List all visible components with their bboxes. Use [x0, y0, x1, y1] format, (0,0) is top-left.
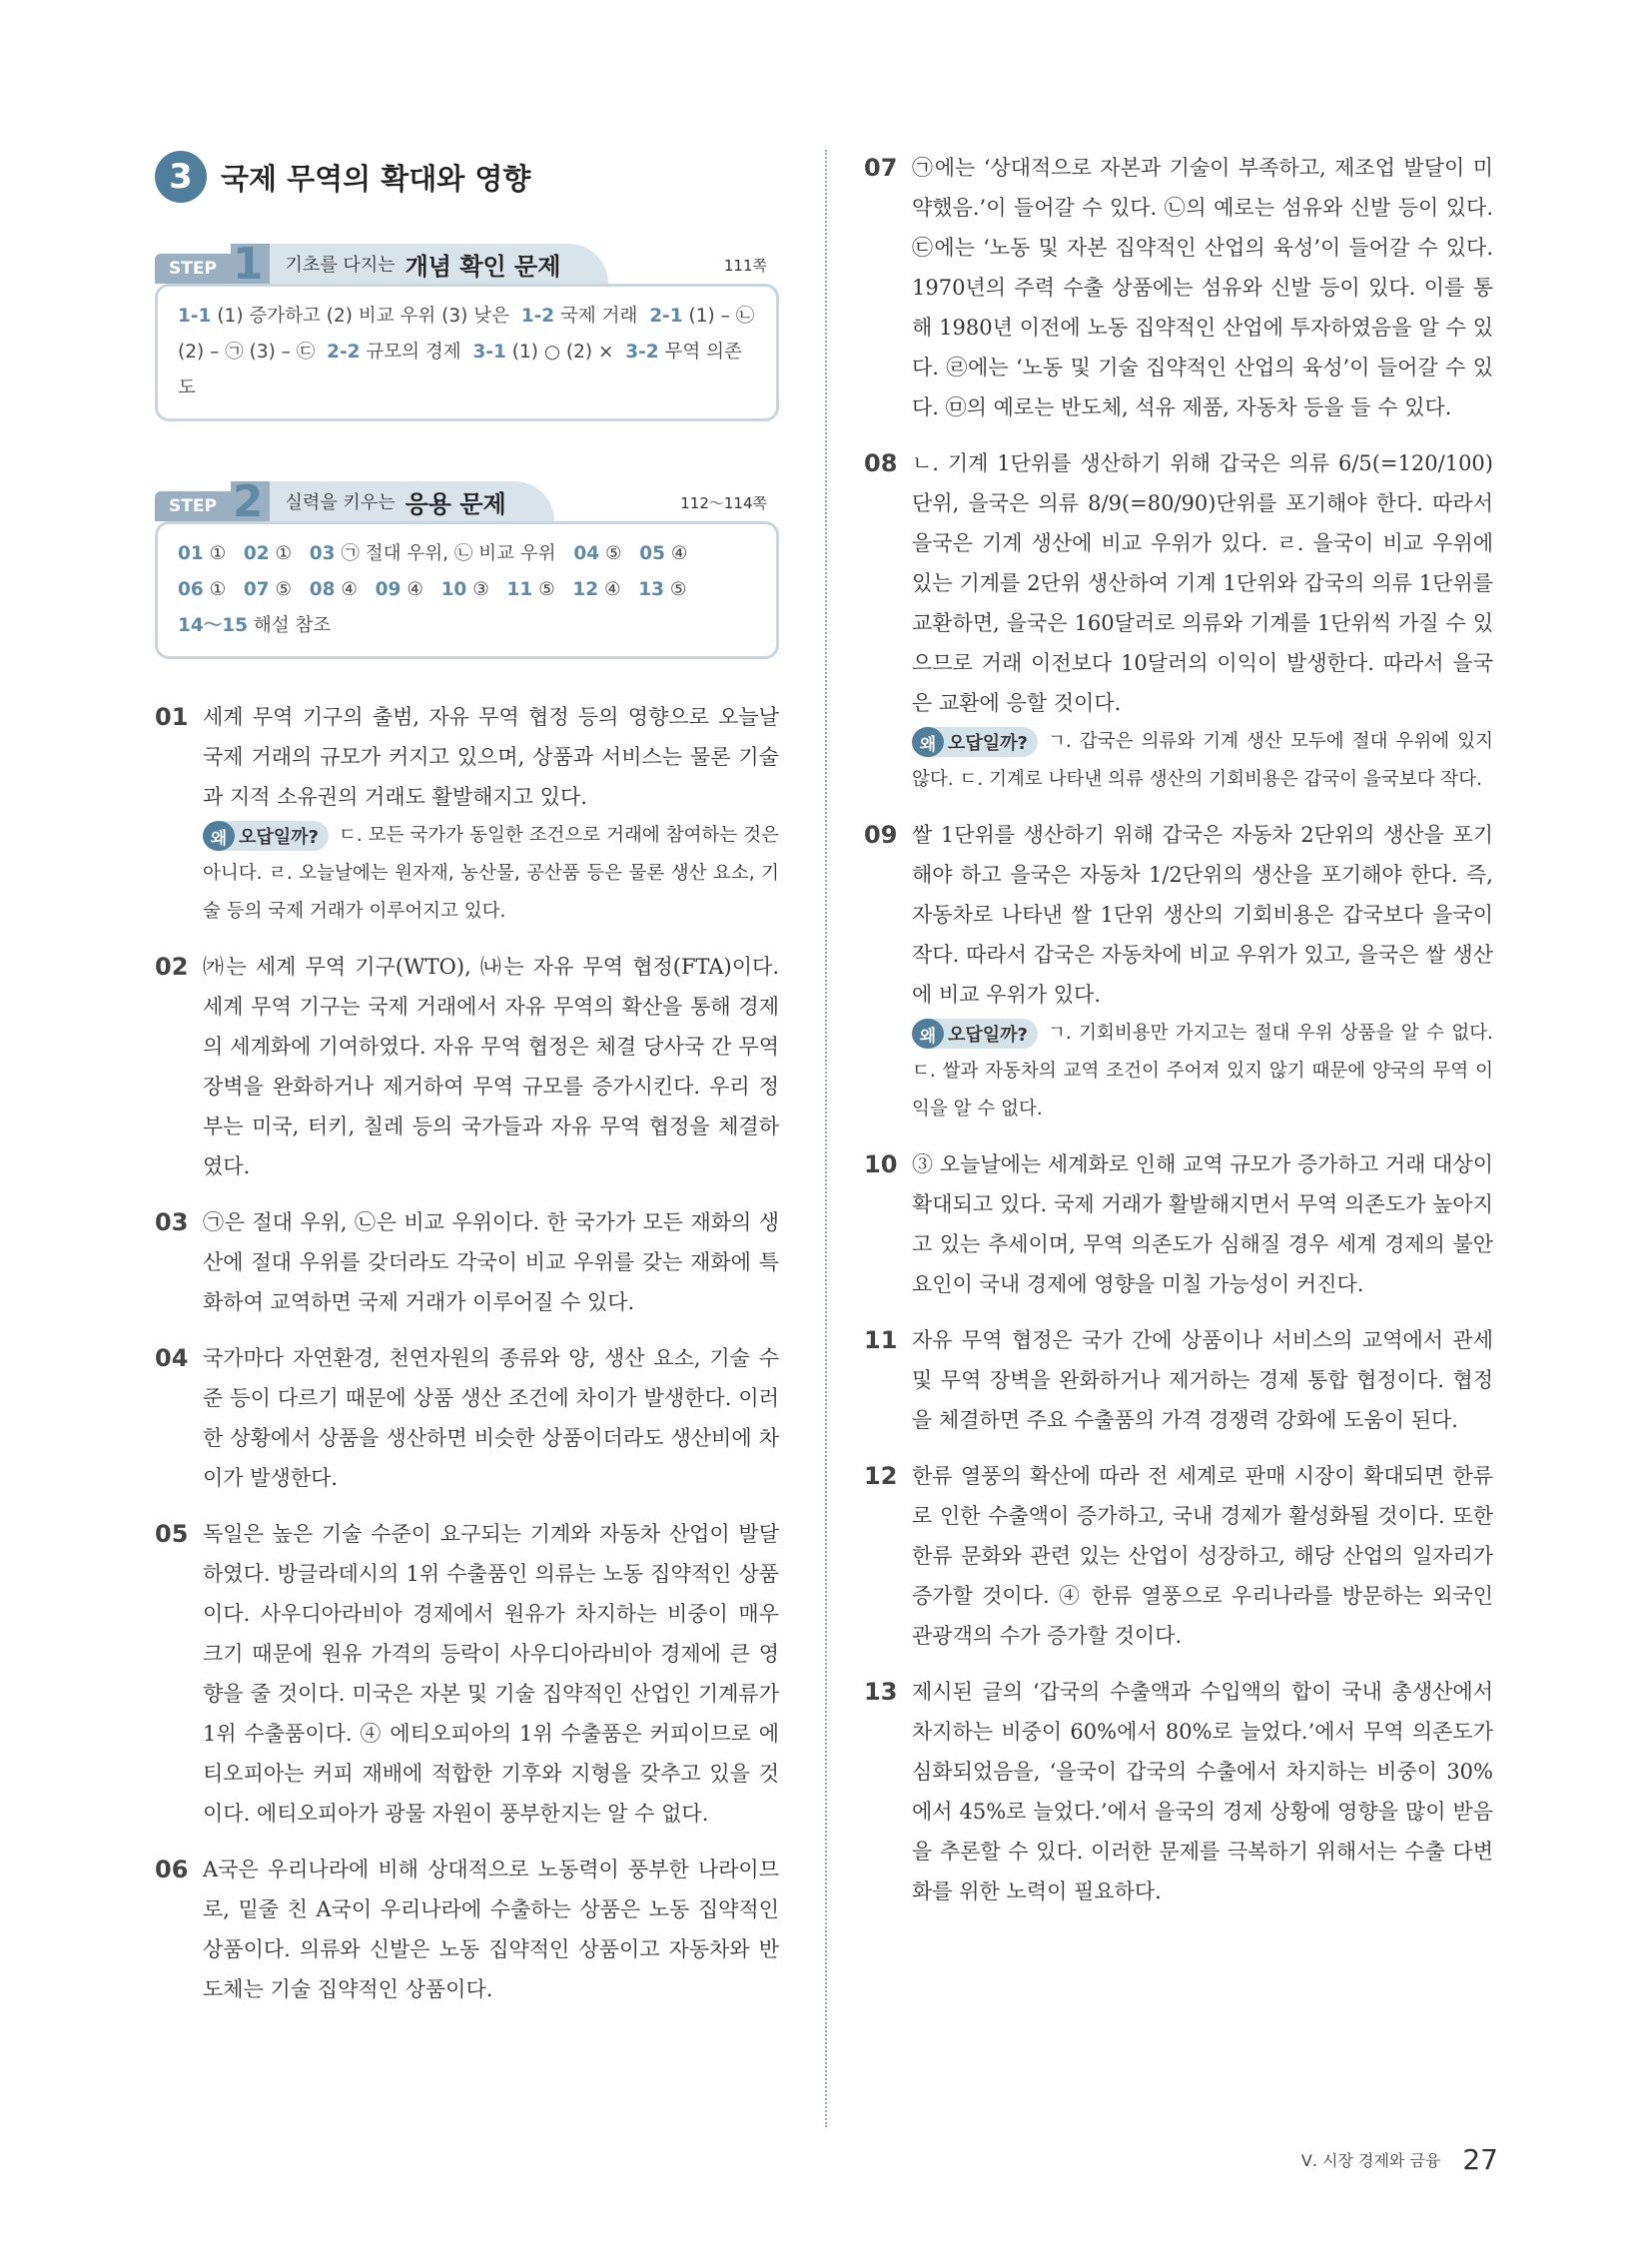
question-number: 03: [155, 1208, 189, 1236]
note-text: ㄱ. 기회비용만 가지고는 절대 우위 상품을 알 수 없다. ㄷ. 쌀과 자동차의 교역 조건이 주어져 있지 않기 때문에 양국의 무역 이익을 알 수 없다.: [912, 1023, 1493, 1120]
explanation-item: [864, 1672, 1493, 1911]
step1-number: 1: [231, 244, 270, 284]
step1-subtitle: 기초를 다지는: [285, 255, 396, 276]
note-text: ㄱ. 갑국은 의류와 기계 생산 모두에 절대 우위에 있지 않다. ㄷ. 기계로 나타낸 의류 생산의 기회비용은 갑국이 을국보다 작다.: [912, 731, 1493, 790]
step1-page-ref: 111쪽: [723, 257, 767, 275]
answer-value: ④: [603, 579, 621, 600]
explanation-text: 독일은 높은 기술 수준이 요구되는 기계와 자동차 산업이 발달하였다. 방글라데시의 1위 수출품인 의류는 노동 집약적인 상품이다. 사우디아라비아 경제에서 원유가 차지하는 비중이 매우 크기 때문에 원유 가격의 등락이 사우디아라비아 경제에 큰 영향을 줄 것이다. 미국은 자본 및 기술 집약적인 산업인 기계류가 1위 수출품이다. ④ 에티오피아의 1위 수출품은 커피이므로 에티오피아는 커피 재배에 적합한 기후와 지형을 갖추고 있을 것이다. 에티오피아가 광물 자원이 풍부한지는 알 수 없다.: [203, 1522, 779, 1826]
explanation-item: [864, 1320, 1493, 1440]
answer-value: ①: [209, 543, 227, 564]
answer-value: ㉠ 절대 우위, ㉡ 비교 우위: [341, 543, 556, 564]
explanation-text: ③ 오늘날에는 세계화로 인해 교역 규모가 증가하고 거래 대상이 확대되고 있다. 국제 거래가 활발해지면서 무역 의존도가 높아지고 있는 추세이며, 무역 의존도가 심해질 경우 세계 경제의 불안 요인이 국내 경제에 영향을 미칠 가능성이 커진다.: [912, 1152, 1493, 1296]
wrong-answer-note: [203, 817, 779, 931]
step2-title: 응용 문제: [405, 489, 506, 518]
question-number: 07: [864, 154, 898, 182]
why-text: 오답일까?: [239, 827, 319, 848]
why-badge: 왜: [912, 727, 944, 757]
explanation-text: 제시된 글의 ‘갑국의 수출액과 수입액의 합이 국내 총생산에서 차지하는 비중이 60%에서 80%로 늘었다.’에서 무역 의존도가 심화되었음을, ‘을국이 갑국의 수출에서 차지하는 비중이 30%에서 45%로 늘었다.’에서 을국의 경제 상황에 영향을 많이 받음을 추론할 수 있다. 이러한 문제를 극복하기 위해서는 수출 다변화를 위한 노력이 필요하다.: [912, 1680, 1493, 1903]
explanation-text: 자유 무역 협정은 국가 간에 상품이나 서비스의 교역에서 관세 및 무역 장벽을 완화하거나 제거하는 경제 통합 협정이다. 협정을 체결하면 주요 수출품의 가격 경쟁력 강화에 도움이 된다.: [912, 1328, 1493, 1432]
answer-key: 1-2: [520, 306, 555, 327]
explanation-text: ㈎는 세계 무역 기구(WTO), ㈏는 자유 무역 협정(FTA)이다. 세계 무역 기구는 국제 거래에서 자유 무역의 확산을 통해 경제의 세계화에 기여하였다. 자유 무역 협정은 체결 당사국 간 무역 장벽을 완화하거나 제거하여 무역 규모를 증가시킨다. 우리 정부는 미국, 터키, 칠레 등의 국가들과 자유 무역 협정을 체결하였다.: [203, 955, 779, 1178]
explanation-item: [864, 148, 1493, 427]
answer-key: 09: [375, 579, 402, 600]
answer-value: ⑤: [669, 579, 687, 600]
question-number: 13: [864, 1678, 898, 1706]
explanation-text: ㉠에는 ‘상대적으로 자본과 기술이 부족하고, 제조업 발달이 미약했음.’이 들어갈 수 있다. ㉡의 예로는 섬유와 신발 등이 있다. ㉢에는 ‘노동 및 자본 집약적인 산업의 육성’이 들어갈 수 있다. 1970년의 주력 수출 상품에는 섬유와 신발 등이 있다. 이를 통해 1980년 이전에 노동 집약적인 산업에 투자하였음을 알 수 있다. ㉣에는 ‘노동 및 기술 집약적인 산업의 육성’이 들어갈 수 있다. ㉤의 예로는 반도체, 석유 제품, 자동차 등을 들 수 있다.: [912, 156, 1493, 419]
answer-key: 2-1: [649, 306, 683, 327]
step2-number: 2: [231, 481, 270, 521]
explanation-item: [864, 1456, 1493, 1656]
answer-key: 01: [178, 543, 204, 564]
answer-key: 02: [243, 543, 270, 564]
answer-key: 08: [309, 579, 336, 600]
answer-key: 2-2: [327, 342, 361, 363]
step1-title: 개념 확인 문제: [405, 252, 561, 281]
answer-value: 해설 참조: [253, 615, 332, 636]
answer-key: 07: [243, 579, 270, 600]
answer-value: ①: [209, 579, 227, 600]
step2-subtitle: 실력을 키우는: [285, 492, 396, 513]
question-number: 01: [155, 703, 189, 731]
step2-page-ref: 112～114쪽: [680, 494, 767, 512]
explanation-text: ㉠은 절대 우위, ㉡은 비교 우위이다. 한 국가가 모든 재화의 생산에 절대 우위를 갖더라도 각국이 비교 우위를 갖는 재화에 특화하여 교역하면 국제 거래가 이루어질 수 있다.: [203, 1210, 779, 1314]
explanation-text: ㄴ. 기계 1단위를 생산하기 위해 갑국은 의류 6/5(=120/100)단위, 을국은 의류 8/9(=80/90)단위를 포기해야 한다. 따라서 을국은 기계 생산에 비교 우위가 있다. ㄹ. 을국이 비교 우위에 있는 기계를 2단위 생산하여 기계 1단위와 갑국의 의류 1단위를 교환하면, 을국은 160달러로 의류와 기계를 1단위씩 가질 수 있으므로 거래 이전보다 10달러의 이익이 발생한다. 따라서 을국은 교환에 응할 것이다.: [912, 451, 1493, 715]
question-number: 11: [864, 1326, 898, 1354]
answer-row: [178, 608, 756, 644]
answer-key: 3-1: [472, 342, 506, 363]
page-number: 27: [1462, 2143, 1498, 2176]
explanation-item: [155, 697, 779, 931]
section-number: 3: [155, 151, 207, 203]
note-text: ㄷ. 모든 국가가 동일한 조건으로 거래에 참여하는 것은 아니다. ㄹ. 오늘날에는 원자재, 농산물, 공산품 등은 물론 생산 요소, 기술 등의 국제 거래가 이루어지고 있다.: [203, 825, 779, 922]
question-number: 08: [864, 449, 898, 477]
step1-answer-box: [155, 284, 779, 421]
step2-header: [155, 476, 779, 527]
explanation-text: 한류 열풍의 확산에 따라 전 세계로 판매 시장이 확대되면 한류로 인한 수출액이 증가하고, 국내 경제가 활성화될 것이다. 또한 한류 문화와 관련 있는 산업이 성장하고, 해당 산업의 일자리가 증가할 것이다. ④ 한류 열풍으로 우리나라를 방문하는 외국인 관광객의 수가 증가할 것이다.: [912, 1464, 1493, 1648]
explanation-item: [155, 1850, 779, 2009]
explanation-item: [864, 443, 1493, 799]
step2-label: STEP: [155, 491, 231, 521]
answer-key: 03: [309, 543, 336, 564]
question-number: 05: [155, 1520, 189, 1548]
answer-key: 04: [573, 543, 600, 564]
answer-value: ③: [472, 579, 489, 600]
answer-key: 05: [639, 543, 665, 564]
wrong-answer-note: [912, 723, 1493, 799]
explanation-text: 세계 무역 기구의 출범, 자유 무역 협정 등의 영향으로 오늘날 국제 거래의 규모가 커지고 있으며, 상품과 서비스는 물론 기술과 지적 소유권의 거래도 활발해지고 있다.: [203, 705, 779, 809]
answer-key: 06: [178, 579, 204, 600]
right-column: [864, 148, 1493, 1927]
answer-value: (1) ○ (2) ×: [511, 342, 614, 363]
step1-header: [155, 239, 779, 290]
explanation-text: A국은 우리나라에 비해 상대적으로 노동력이 풍부한 나라이므로, 밑줄 친 A국이 우리나라에 수출하는 상품은 노동 집약적인 상품이다. 의류와 신발은 노동 집약적인 상품이고 자동차와 반도체는 기술 집약적인 상품이다.: [203, 1858, 779, 2001]
explanation-item: [864, 815, 1493, 1128]
answer-value: ⑤: [538, 579, 555, 600]
question-number: 10: [864, 1150, 898, 1178]
answer-key: 1-1: [178, 306, 212, 327]
answer-value: ④: [407, 579, 423, 600]
explanation-item: [155, 1202, 779, 1322]
answer-key: 11: [506, 579, 533, 600]
answer-key: 10: [440, 579, 467, 600]
why-wrong-label: [203, 821, 329, 851]
explanation-text: 쌀 1단위를 생산하기 위해 갑국은 자동차 2단위의 생산을 포기해야 하고 을국은 자동차 1/2단위의 생산을 포기해야 한다. 즉, 자동차로 나타낸 쌀 1단위 생산의 기회비용은 갑국보다 을국이 작다. 따라서 갑국은 자동차에 비교 우위가 있고, 을국은 쌀 생산에 비교 우위가 있다.: [912, 823, 1493, 1007]
answer-value: (1) 증가하고 (2) 비교 우위 (3) 낮은: [217, 306, 509, 327]
answer-value: 규모의 경제: [366, 342, 461, 363]
question-number: 06: [155, 1856, 189, 1883]
why-badge: 왜: [912, 1019, 944, 1049]
answer-key: 3-2: [625, 342, 659, 363]
answer-value: ④: [341, 579, 359, 600]
answer-value: ⑤: [604, 543, 622, 564]
why-text: 오답일까?: [948, 733, 1028, 754]
wrong-answer-note: [912, 1015, 1493, 1128]
why-wrong-label: [912, 1019, 1038, 1049]
question-number: 04: [155, 1344, 189, 1372]
answer-key: 14～15: [178, 615, 248, 636]
why-text: 오답일까?: [948, 1025, 1028, 1046]
question-number: 02: [155, 953, 189, 981]
question-number: 12: [864, 1462, 898, 1490]
column-divider: [825, 150, 827, 2127]
answer-row: [178, 536, 756, 572]
answer-value: ①: [275, 543, 293, 564]
answer-value: ⑤: [275, 579, 293, 600]
footer-chapter: Ⅴ. 시장 경제와 금융: [1300, 2151, 1441, 2170]
answer-key: 12: [572, 579, 599, 600]
left-column: [155, 150, 779, 2025]
explanation-item: [155, 947, 779, 1186]
question-number: 09: [864, 821, 898, 849]
answer-row: [178, 572, 756, 608]
step1-label: STEP: [155, 254, 231, 284]
answer-value: 국제 거래: [560, 306, 638, 327]
why-wrong-label: [912, 727, 1038, 757]
explanation-text: 국가마다 자연환경, 천연자원의 종류와 양, 생산 요소, 기술 수준 등이 다르기 때문에 상품 생산 조건에 차이가 발생한다. 이러한 상황에서 상품을 생산하면 비슷한 상품이더라도 생산비에 차이가 발생한다.: [203, 1346, 779, 1490]
answer-value: 무역 의존도: [178, 342, 742, 398]
explanation-item: [155, 1514, 779, 1834]
why-badge: 왜: [203, 821, 235, 851]
answer-value: ④: [670, 543, 688, 564]
section-title: [155, 150, 779, 204]
section-heading: 국제 무역의 확대와 영향: [221, 161, 531, 196]
answer-value: (1) – ㉡ (2) – ㉠ (3) – ㉢: [178, 306, 755, 363]
explanation-item: [864, 1144, 1493, 1304]
step2-answer-box: [155, 521, 779, 659]
explanation-item: [155, 1338, 779, 1498]
page-footer: [1239, 2143, 1498, 2176]
answer-key: 13: [638, 579, 664, 600]
